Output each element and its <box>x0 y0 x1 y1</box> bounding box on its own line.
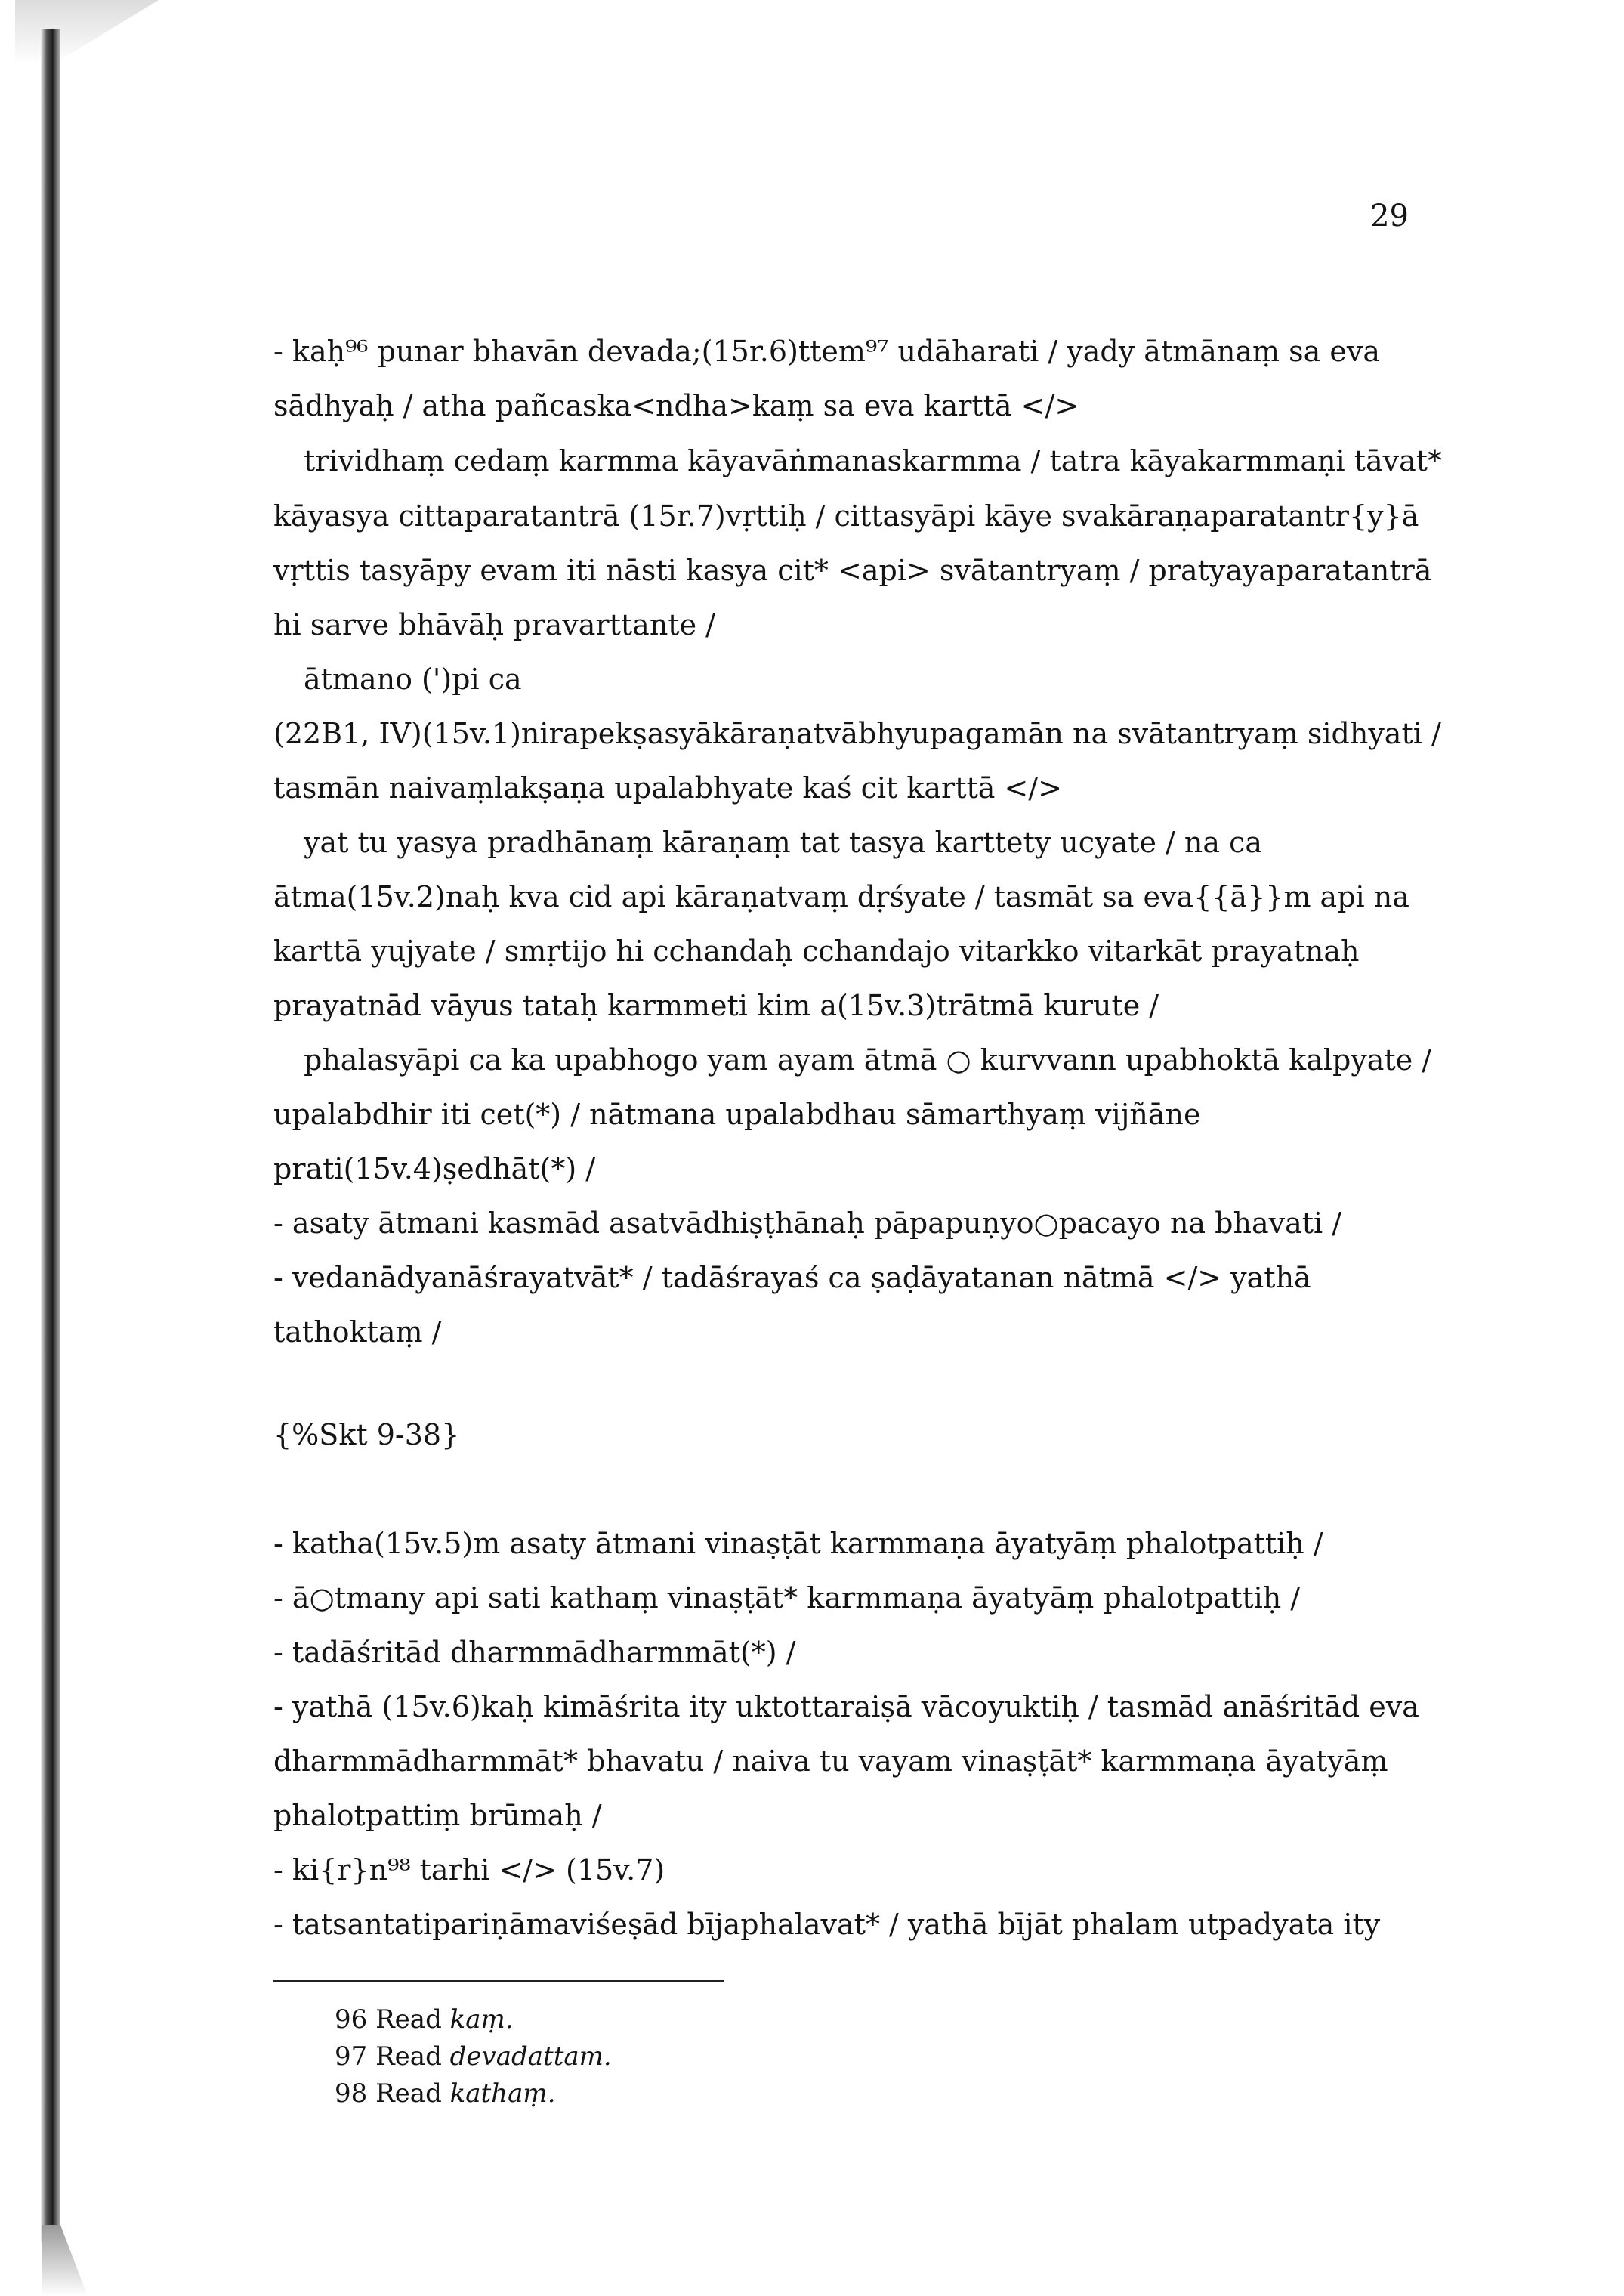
text-line: hi sarve bhāvāḥ pravarttante / <box>273 608 715 641</box>
footnote <box>335 2040 1014 2073</box>
page-number: 29 <box>1370 199 1409 233</box>
footnote-label: 97 Read <box>335 2041 442 2072</box>
text-line: - katha(15v.5)m asaty ātmani vinaṣṭāt karmmaṇa āyatyāṃ phalotpattiḥ / <box>273 1527 1323 1560</box>
text-line: phalasyāpi ca ka upabhogo yam ayam ātmā ○ kurvvann upabhoktā kalpyate / <box>304 1043 1432 1077</box>
text-line: - yathā (15v.6)kaḥ kimāśrita ity uktottaraiṣā vācoyuktiḥ / tasmād anāśritād eva <box>273 1690 1419 1723</box>
text-line: ātmano (')pi ca <box>304 663 522 696</box>
text-line: - kaḥ⁹⁶ punar bhavān devada;(15r.6)ttem⁹⁷ udāharati / yady ātmānaṃ sa eva <box>273 335 1380 368</box>
text-line: yat tu yasya pradhānaṃ kāraṇaṃ tat tasya karttety ucyate / na ca <box>304 826 1263 859</box>
footnote-reading: devadattam. <box>449 2041 612 2072</box>
text-line: tasmān naivaṃlakṣaṇa upalabhyate kaś cit karttā </> <box>273 771 1062 805</box>
text-line: karttā yujyate / smṛtijo hi cchandaḥ cchandajo vitarkko vitarkāt prayatnaḥ <box>273 935 1360 968</box>
text-line: prayatnād vāyus tataḥ karmmeti kim a(15v.3)trātmā kurute / <box>273 989 1159 1022</box>
text-line: trividhaṃ cedaṃ karmma kāyavāṅmanaskarmma / tatra kāyakarmmaṇi tāvat* <box>304 444 1443 477</box>
text-line: phalotpattiṃ brūmaḥ / <box>273 1799 602 1832</box>
section-reference: {%Skt 9-38} <box>273 1418 460 1451</box>
scan-binding-shadow-top <box>15 0 159 72</box>
footnote-label: 96 Read <box>335 2004 442 2035</box>
text-line: - tatsantatipariṇāmaviśeṣād bījaphalavat* / yathā bījāt phalam utpadyata ity <box>273 1908 1381 1941</box>
text-line: - tadāśritād dharmmādharmmāt(*) / <box>273 1636 796 1669</box>
footnote-reading: kaṃ. <box>449 2004 514 2035</box>
footnote-reading: kathaṃ. <box>449 2078 556 2109</box>
text-line: ātma(15v.2)naḥ kva cid api kāraṇatvaṃ dṛśyate / tasmāt sa eva{{ā}}m api na <box>273 880 1409 913</box>
footnote <box>335 2003 1014 2036</box>
scan-binding-edge <box>41 29 60 2242</box>
text-line: tathoktaṃ / <box>273 1315 442 1349</box>
text-line: - asaty ātmani kasmād asatvādhiṣṭhānaḥ pāpapuṇyo○pacayo na bhavati / <box>273 1207 1342 1240</box>
footnote-label: 98 Read <box>335 2078 442 2109</box>
text-line: prati(15v.4)ṣedhāt(*) / <box>273 1152 596 1185</box>
text-line: - ki{r}n⁹⁸ tarhi </> (15v.7) <box>273 1853 665 1887</box>
text-line: upalabdhir iti cet(*) / nātmana upalabdhau sāmarthyaṃ vijñāne <box>273 1098 1201 1131</box>
text-line: dharmmādharmmāt* bhavatu / naiva tu vayam vinaṣṭāt* karmmaṇa āyatyāṃ <box>273 1744 1388 1778</box>
text-line: - vedanādyanāśrayatvāt* / tadāśrayaś ca ṣaḍāyatanan nātmā </> yathā <box>273 1261 1311 1294</box>
text-line: vṛttis tasyāpy evam iti nāsti kasya cit* <api> svātantryaṃ / pratyayaparatantrā <box>273 554 1432 587</box>
footnote-separator <box>273 1980 724 1982</box>
footnote <box>335 2077 1014 2110</box>
text-line: - ā○tmany api sati kathaṃ vinaṣṭāt* karmmaṇa āyatyāṃ phalotpattiḥ / <box>273 1581 1301 1615</box>
text-line: (22B1, IV)(15v.1)nirapekṣasyākāraṇatvābhyupagamān na svātantryaṃ sidhyati / <box>273 717 1441 750</box>
text-line: kāyasya cittaparatantrā (15r.7)vṛttiḥ / cittasyāpi kāye svakāraṇaparatantr{y}ā <box>273 499 1419 533</box>
text-line: sādhyaḥ / atha pañcaska<ndha>kaṃ sa eva karttā </> <box>273 389 1079 422</box>
scan-binding-shadow-bottom <box>42 2225 88 2296</box>
